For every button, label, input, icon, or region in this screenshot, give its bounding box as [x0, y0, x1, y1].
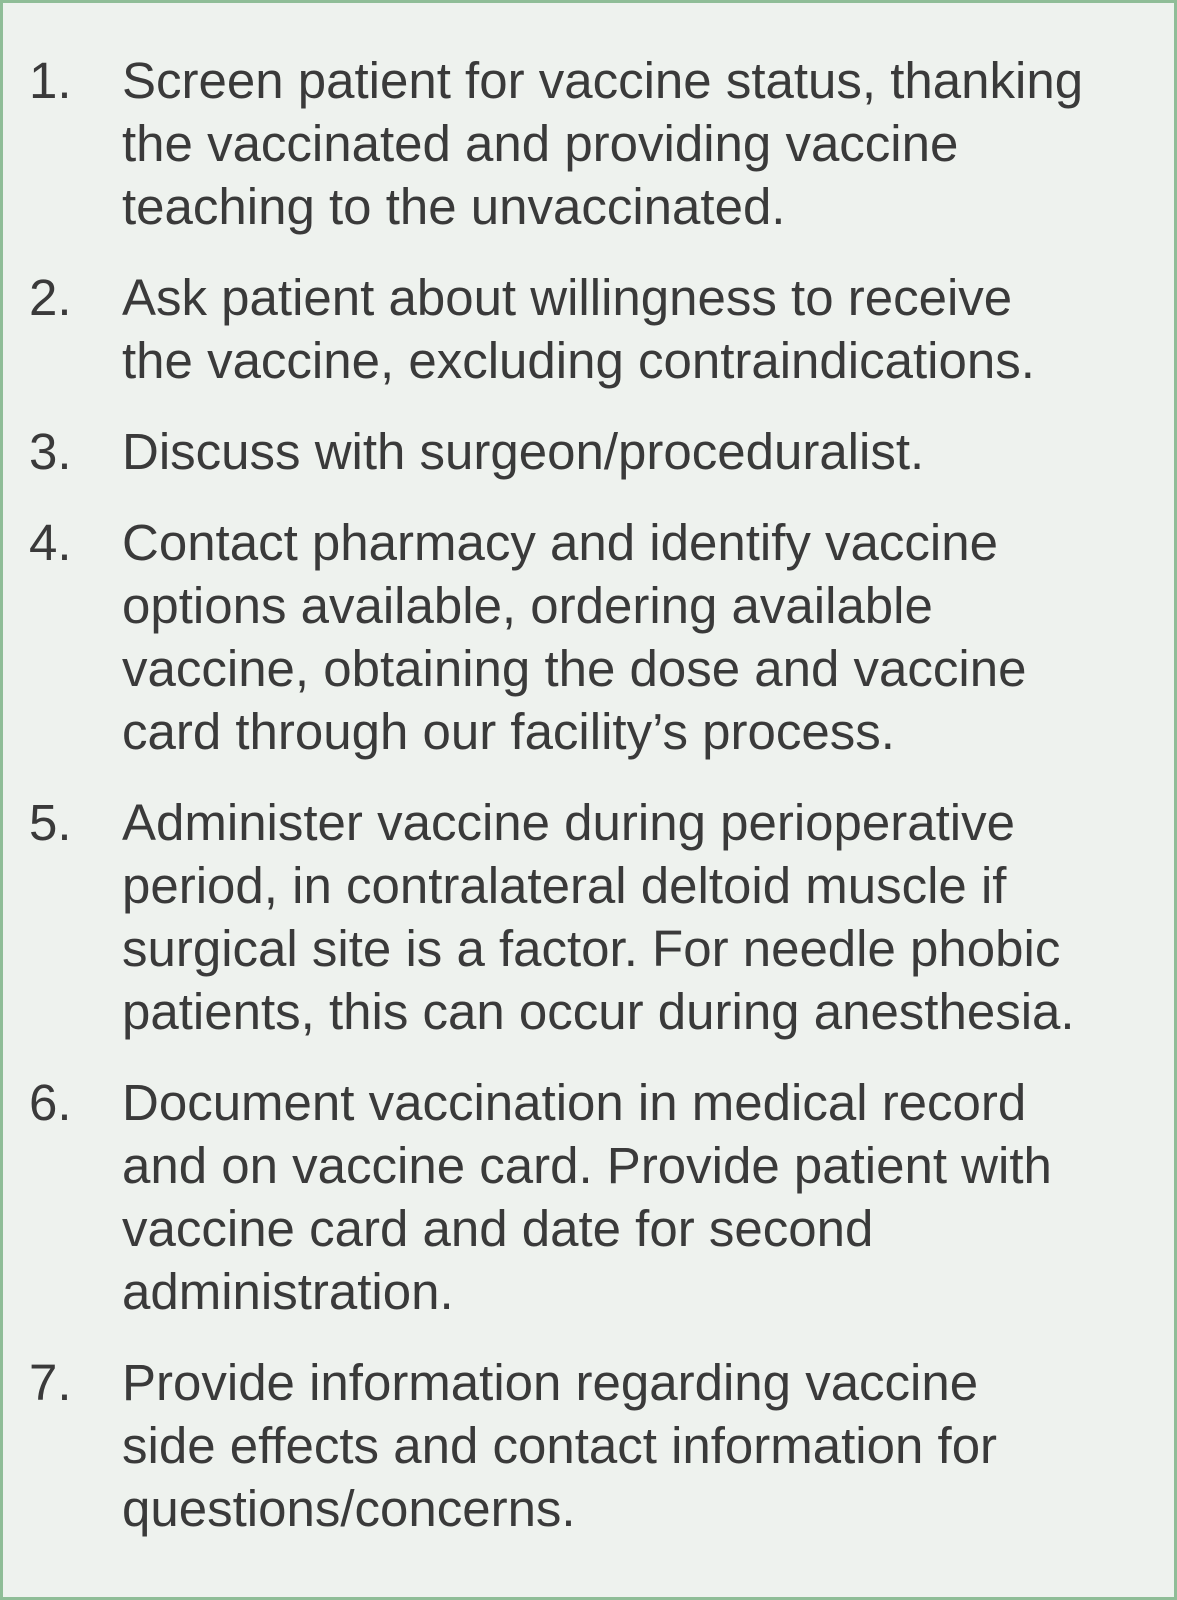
step-2	[29, 266, 1169, 392]
step-text: Administer vaccine during perioperative period, in contralateral deltoid muscle if surgical site is a factor. For needle phobic patients, this can occur during anesthesia.	[122, 794, 1075, 1040]
step-3	[29, 420, 1169, 483]
step-number: 1.	[29, 52, 72, 109]
step-7	[29, 1351, 1169, 1540]
steps-list	[29, 49, 1169, 1568]
step-text: Provide information regarding vaccine side effects and contact information for questions/concerns.	[122, 1354, 998, 1537]
step-number: 2.	[29, 269, 72, 326]
step-number: 3.	[29, 423, 72, 480]
step-text: Discuss with surgeon/proceduralist.	[122, 423, 925, 480]
step-text: Ask patient about willingness to receive the vaccine, excluding contraindications.	[122, 269, 1035, 389]
step-number: 6.	[29, 1074, 72, 1131]
step-6	[29, 1071, 1169, 1323]
step-4	[29, 511, 1169, 763]
step-1	[29, 49, 1169, 238]
step-text: Screen patient for vaccine status, thanking the vaccinated and providing vaccine teaching to the unvaccinated.	[122, 52, 1084, 235]
step-number: 5.	[29, 794, 72, 851]
step-text: Contact pharmacy and identify vaccine options available, ordering available vaccine, obtaining the dose and vaccine card through our facility’s process.	[122, 514, 1027, 760]
step-number: 7.	[29, 1354, 72, 1411]
step-text: Document vaccination in medical record and on vaccine card. Provide patient with vaccine card and date for second administration.	[122, 1074, 1052, 1320]
step-5	[29, 791, 1169, 1043]
step-number: 4.	[29, 514, 72, 571]
